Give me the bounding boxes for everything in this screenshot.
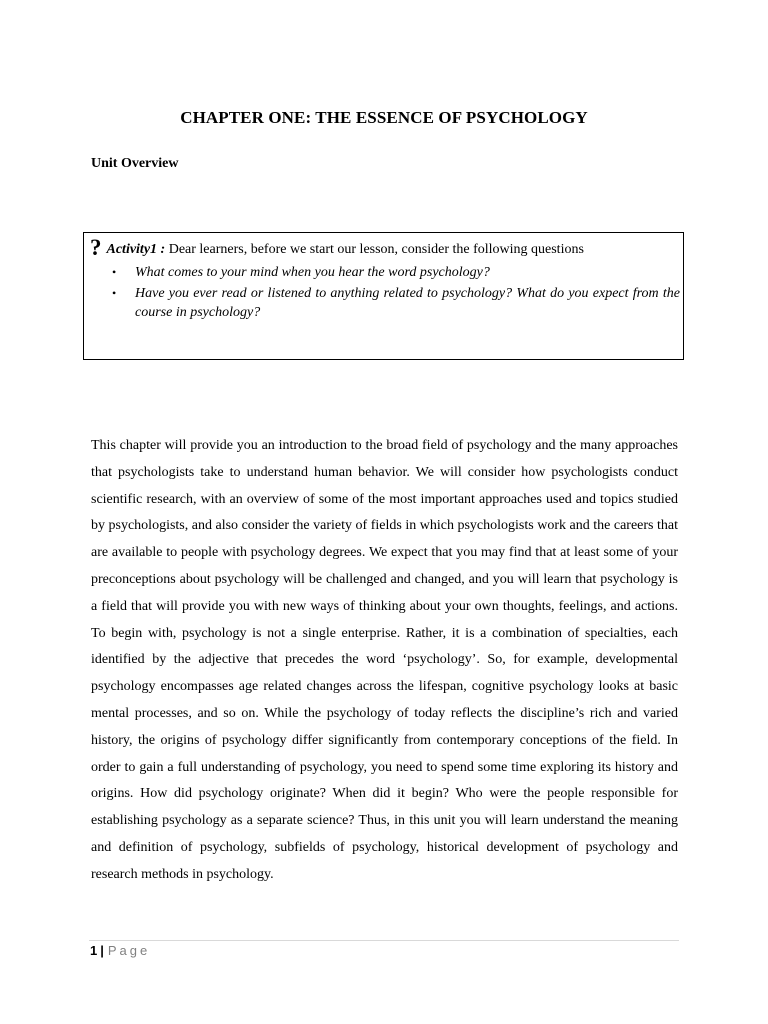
page-separator: |	[100, 943, 104, 958]
page-footer	[90, 943, 150, 958]
bullet-icon: •	[112, 265, 117, 279]
activity-question	[110, 284, 680, 322]
page-word: Page	[107, 943, 151, 958]
activity-question-text: Have you ever read or listened to anything related to psychology? What do you expect from the course in psychology?	[135, 286, 680, 320]
bullet-icon: •	[112, 286, 117, 300]
unit-overview-heading: Unit Overview	[91, 156, 179, 171]
activity-question-list	[110, 263, 680, 324]
body-paragraph: This chapter will provide you an introduction to the broad field of psychology and the many approaches that psychologists take to understand human behavior. We will consider how psychologists conduct scientific research, with an overview of some of the most important approaches used and topics studied by psychologists, and also consider the variety of fields in which psychologists work and the careers that are available to people with psychology degrees. We expect that you may find that at least some of your preconceptions about psychology will be challenged and changed, and you will learn that psychology is a field that will provide you with new ways of thinking about your own thoughts, feelings, and actions. To begin with, psychology is not a single enterprise. Rather, it is a combination of specialties, each identified by the adjective that precedes the word ‘psychology’. So, for example, developmental psychology encompasses age related changes across the lifespan, cognitive psychology looks at basic mental processes, and so on. While the psychology of today reflects the discipline’s rich and varied history, the origins of psychology differ significantly from contemporary conceptions of the field. In order to gain a full understanding of psychology, you need to spend some time exploring its history and origins. How did psychology originate? When did it begin? Who were the people responsible for establishing psychology as a separate science? Thus, in this unit you will learn understand the meaning and definition of psychology, subfields of psychology, historical development of psychology and research methods in psychology.	[91, 438, 678, 882]
footer-divider	[89, 940, 679, 941]
chapter-title: CHAPTER ONE: THE ESSENCE OF PSYCHOLOGY	[180, 108, 588, 127]
page-number: 1	[90, 943, 98, 958]
activity-label: Activity1 :	[106, 242, 166, 257]
activity-question	[110, 263, 680, 282]
activity-question-text: What comes to your mind when you hear the word psychology?	[135, 265, 490, 280]
question-mark-icon: ?	[90, 235, 102, 260]
activity-header	[90, 235, 584, 261]
activity-intro: Dear learners, before we start our lesson, consider the following questions	[168, 242, 584, 257]
activity-box	[83, 232, 684, 360]
